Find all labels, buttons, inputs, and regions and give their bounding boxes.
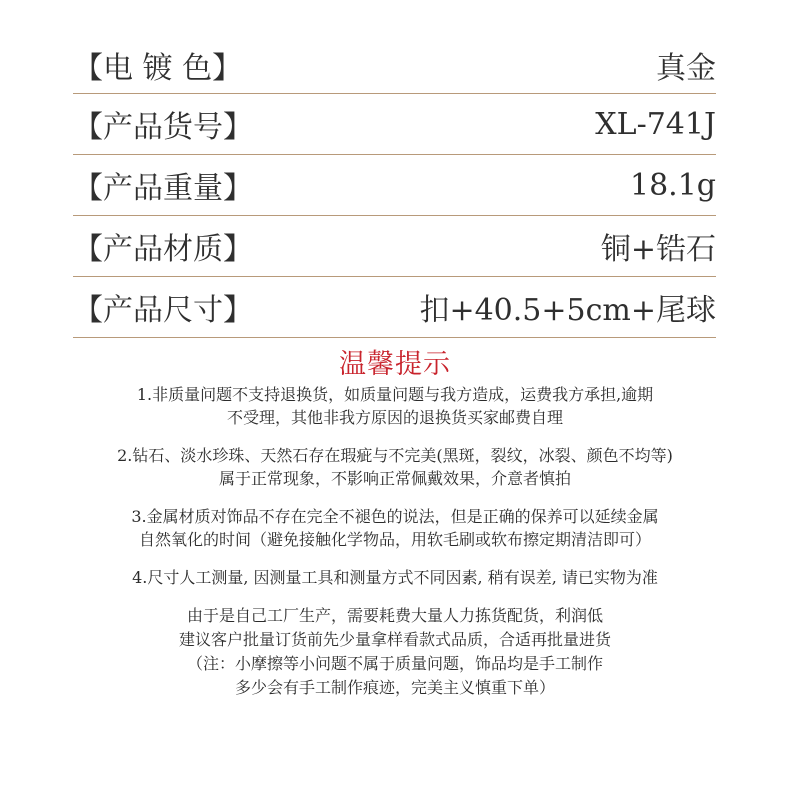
tip-measurement bbox=[0, 566, 790, 589]
tip-line: （注：小摩擦等小问题不属于质量问题，饰品均是手工制作 bbox=[186, 654, 603, 673]
spec-label: 【产品尺寸】 bbox=[73, 293, 253, 328]
tip-factory-note bbox=[0, 604, 790, 700]
spec-label: 【电 镀 色】 bbox=[73, 50, 243, 86]
tips-title: 温馨提示 bbox=[339, 349, 451, 380]
spec-row-weight bbox=[73, 155, 716, 216]
tip-line: 1.非质量问题不支持退换货，如质量问题与我方造成，运费我方承担,逾期 bbox=[136, 385, 654, 404]
spec-value: 18.1g bbox=[629, 167, 716, 203]
spec-value: 扣+40.5+5cm+尾球 bbox=[419, 293, 716, 328]
spec-label: 【产品材质】 bbox=[73, 232, 253, 267]
tip-stone-flaws bbox=[0, 444, 790, 490]
tip-line: 4.尺寸人工测量, 因测量工具和测量方式不同因素, 稍有误差, 请已实物为准 bbox=[132, 568, 658, 587]
tip-line: 自然氧化的时间（避免接触化学物品，用软毛刷或软布擦定期清洁即可） bbox=[138, 530, 651, 549]
tip-line: 3.金属材质对饰品不存在完全不褪色的说法，但是正确的保养可以延续金属 bbox=[131, 507, 659, 526]
spec-row-plating-color bbox=[73, 36, 716, 94]
spec-row-item-number bbox=[73, 94, 716, 155]
tip-line: 建议客户批量订货前先少量拿样看款式品质，合适再批量进货 bbox=[178, 630, 611, 649]
tip-line: 不受理，其他非我方原因的退换货买家邮费自理 bbox=[226, 408, 563, 427]
tip-line: 2.钻石、淡水珍珠、天然石存在瑕疵与不完美(黑斑，裂纹，冰裂、颜色不均等) bbox=[117, 446, 673, 465]
tip-line: 属于正常现象，不影响正常佩戴效果，介意者慎拍 bbox=[218, 469, 571, 488]
spec-label: 【产品重量】 bbox=[73, 171, 253, 206]
tips-body bbox=[0, 383, 790, 715]
spec-row-material bbox=[73, 216, 716, 277]
tip-line: 由于是自己工厂生产，需要耗费大量人力拣货配货，利润低 bbox=[186, 606, 603, 625]
tip-return-policy bbox=[0, 383, 790, 429]
tip-metal-care bbox=[0, 505, 790, 551]
spec-label: 【产品货号】 bbox=[73, 110, 253, 145]
spec-row-size bbox=[73, 277, 716, 338]
spec-value: 铜+锆石 bbox=[600, 232, 716, 267]
spec-value: XL-741J bbox=[595, 106, 716, 142]
spec-table bbox=[73, 36, 716, 338]
tip-line: 多少会有手工制作痕迹，完美主义慎重下单） bbox=[234, 678, 555, 697]
spec-value: 真金 bbox=[656, 50, 716, 86]
